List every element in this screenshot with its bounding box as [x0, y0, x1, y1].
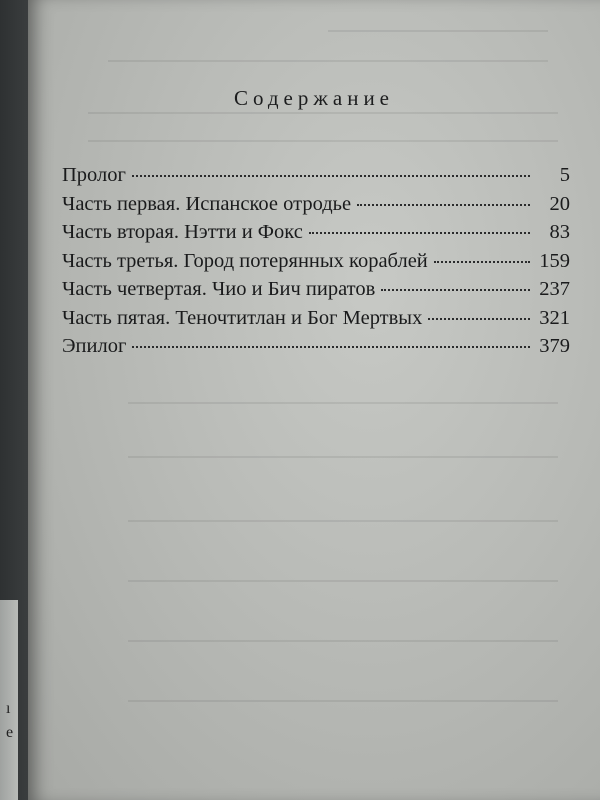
toc-dot-leader [434, 261, 530, 263]
toc-dot-leader [381, 289, 530, 291]
bleed-through-line [88, 140, 558, 142]
toc-dot-leader [132, 175, 530, 177]
page-title: Содержание [233, 86, 395, 110]
left-page-fragment: e [6, 724, 14, 741]
toc-page-number: 83 [549, 221, 570, 243]
toc-page-number: 20 [549, 192, 570, 215]
toc-page-number: 379 [539, 335, 570, 357]
toc-row [62, 164, 570, 193]
toc-entry-label: Эпилог [62, 335, 127, 357]
bleed-through-line [128, 456, 558, 458]
left-page-fragment: ı [6, 700, 11, 717]
table-of-contents [62, 164, 570, 364]
toc-entry-label: Часть первая. Испанское отродье [62, 192, 352, 215]
toc-page-number: 237 [539, 278, 570, 300]
bleed-through-line [128, 520, 558, 522]
toc-page-number: 159 [539, 249, 570, 272]
toc-dot-leader [357, 204, 530, 206]
bleed-through-line [88, 112, 558, 114]
toc-entry-label: Часть пятая. Теночтитлан и Бог Мертвых [62, 306, 423, 329]
toc-row [62, 335, 570, 364]
toc-row [62, 278, 570, 307]
toc-dot-leader [428, 318, 530, 320]
bleed-through-line [128, 402, 558, 404]
bleed-through-line [108, 60, 548, 62]
left-page-edge [0, 600, 18, 800]
toc-entry-label: Часть четвертая. Чио и Бич пиратов [62, 278, 376, 300]
toc-page-number: 321 [539, 306, 570, 329]
toc-row [62, 307, 570, 336]
bleed-through-line [328, 30, 548, 32]
toc-row [62, 221, 570, 250]
toc-row [62, 250, 570, 279]
toc-entry-label: Часть третья. Город потерянных кораблей [62, 249, 428, 272]
toc-entry-label: Часть вторая. Нэтти и Фокс [62, 221, 303, 243]
toc-entry-label: Пролог [62, 164, 126, 186]
toc-page-number: 5 [559, 164, 570, 186]
bleed-through-line [128, 640, 558, 642]
bleed-through-line [128, 700, 558, 702]
toc-dot-leader [132, 346, 530, 348]
toc-dot-leader [309, 232, 530, 234]
book-page [28, 0, 600, 800]
bleed-through-line [128, 580, 558, 582]
toc-row [62, 193, 570, 222]
